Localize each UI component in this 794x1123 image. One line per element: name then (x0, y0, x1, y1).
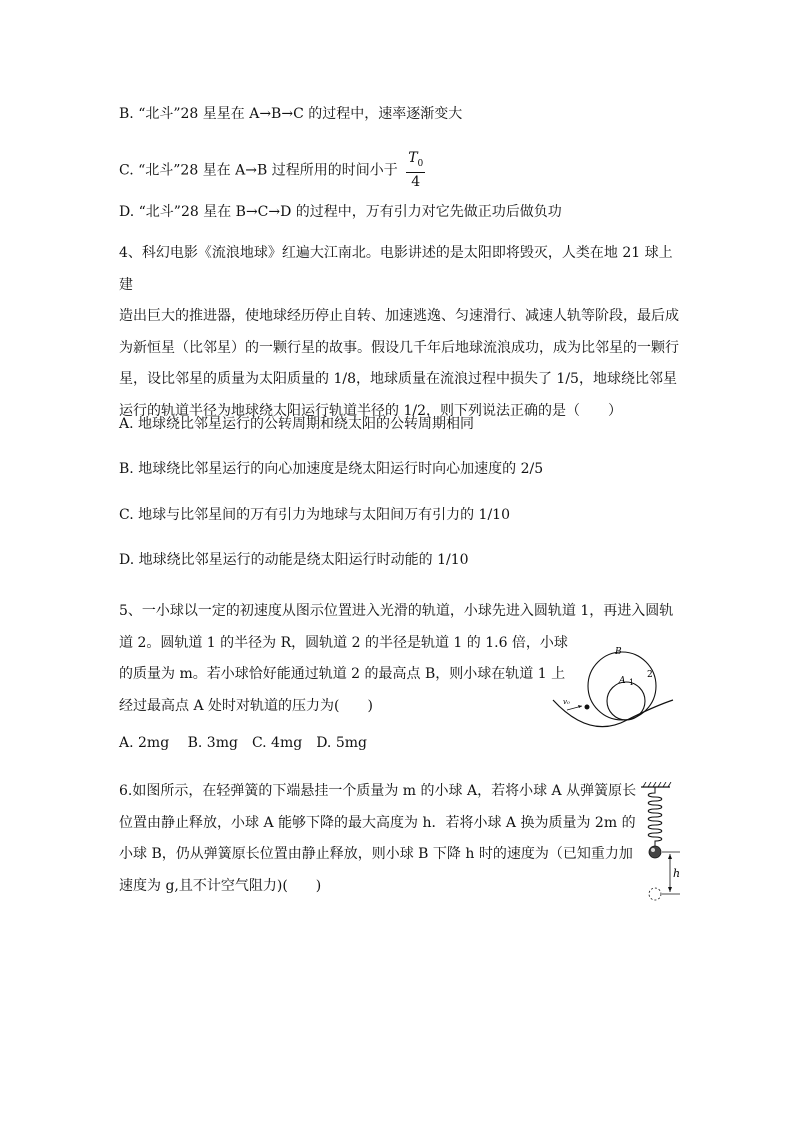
label-h: h (673, 867, 681, 880)
loop-track-figure (545, 640, 675, 735)
q3-option-b: B. “北斗”28 星星在 A→B→C 的过程中，速率逐渐变大 (119, 106, 463, 122)
loop-2-circle (588, 652, 656, 720)
fraction-numerator: T (408, 150, 418, 166)
label-v0: v₀ (563, 698, 570, 706)
q4-option-d: D. 地球绕比邻星运行的动能是绕太阳运行时动能的 1/10 (119, 552, 469, 568)
q3-option-d: D. “北斗”28 星在 B→C→D 的过程中，万有引力对它先做正功后做负功 (119, 204, 562, 220)
q4-stem (119, 238, 679, 427)
q6-stem-line: 小球 B，仍从弹簧原长位置由静止释放，则小球 B 下降 h 时的速度为（已知重力加 (119, 846, 633, 862)
q4-stem-line: 运行的轨道半径为地球绕太阳运行轨道半径的 1/2，则下列说法正确的是（ ） (119, 402, 622, 419)
q4-stem-line: 造出巨大的推进器，使地球经历停止自转、加速逃逸、匀速滑行、减速人轨等阶段，最后成 (119, 308, 679, 324)
loop-1-circle (607, 682, 645, 720)
q6-stem-line: 6.如图所示，在轻弹簧的下端悬挂一个质量为 m 的小球 A，若将小球 A 从弹簧原长 (119, 783, 637, 799)
q4-option-a: A. 地球绕比邻星运行的公转周期和绕太阳的公转周期相同 (119, 416, 475, 432)
q3-option-c-text: C. “北斗”28 星在 A→B 过程所用的时间小于 (119, 162, 398, 179)
track-curve (553, 700, 673, 727)
q4-stem-line: 星，设比邻星的质量为太阳质量的 1/8，地球质量在流浪过程中损失了 1/5，地球绕比邻星 (119, 371, 677, 387)
period-fraction (406, 150, 425, 191)
spring-icon (648, 787, 662, 846)
q5-stem-line: 经过最高点 A 处时对轨道的压力为( ) (119, 697, 373, 714)
label-b: B (615, 647, 622, 657)
ceiling-hatch (643, 782, 671, 787)
fraction-denominator: 4 (411, 173, 421, 190)
arrow-up-icon (668, 854, 672, 859)
q3-option-c (119, 150, 425, 191)
q6-stem-line: 速度为 g,且不计空气阻力)( ) (119, 877, 322, 894)
arrow-down-icon (668, 887, 672, 892)
q4-stem-line: 4、科幻电影《流浪地球》红遍大江南北。电影讲述的是太阳即将毁灭，人类在地 21 球上建 (119, 245, 673, 293)
label-a: A (619, 676, 626, 686)
q6-stem (119, 776, 679, 902)
q5-stem-line: 5、一小球以一定的初速度从图示位置进入光滑的轨道，小球先进入圆轨道 1，再进入圆轨 (119, 603, 674, 619)
label-loop-2: 2 (647, 670, 653, 680)
q4-option-b: B. 地球绕比邻星运行的向心加速度是绕太阳运行时向心加速度的 2/5 (119, 461, 544, 477)
q6-stem-line: 位置由静止释放，小球 A 能够下降的最大高度为 h．若将小球 A 换为质量为 2m 的 (119, 814, 636, 831)
ball-highlight (651, 848, 655, 852)
ball-lowest-position-icon (649, 888, 661, 900)
q5-options: A. 2mg B. 3mg C. 4mg D. 5mg (119, 735, 367, 751)
q5-stem-line: 道 2。圆轨道 1 的半径为 R，圆轨道 2 的半径是轨道 1 的 1.6 倍，小球 (119, 634, 568, 651)
ball-a-icon (649, 846, 661, 858)
label-loop-1: 1 (629, 678, 635, 687)
fraction-subscript: 0 (417, 158, 424, 169)
q4-option-c: C. 地球与比邻星间的万有引力为地球与太阳间万有引力的 1/10 (119, 507, 511, 523)
ball-icon (585, 705, 590, 710)
q4-stem-line: 为新恒星（比邻星）的一颗行星的故事。假设几千年后地球流浪成功，成为比邻星的一颗行 (119, 339, 679, 356)
q5-stem-line: 的质量为 m。若小球恰好能通过轨道 2 的最高点 B，则小球在轨道 1 上 (119, 666, 566, 682)
spring-figure (640, 782, 682, 902)
